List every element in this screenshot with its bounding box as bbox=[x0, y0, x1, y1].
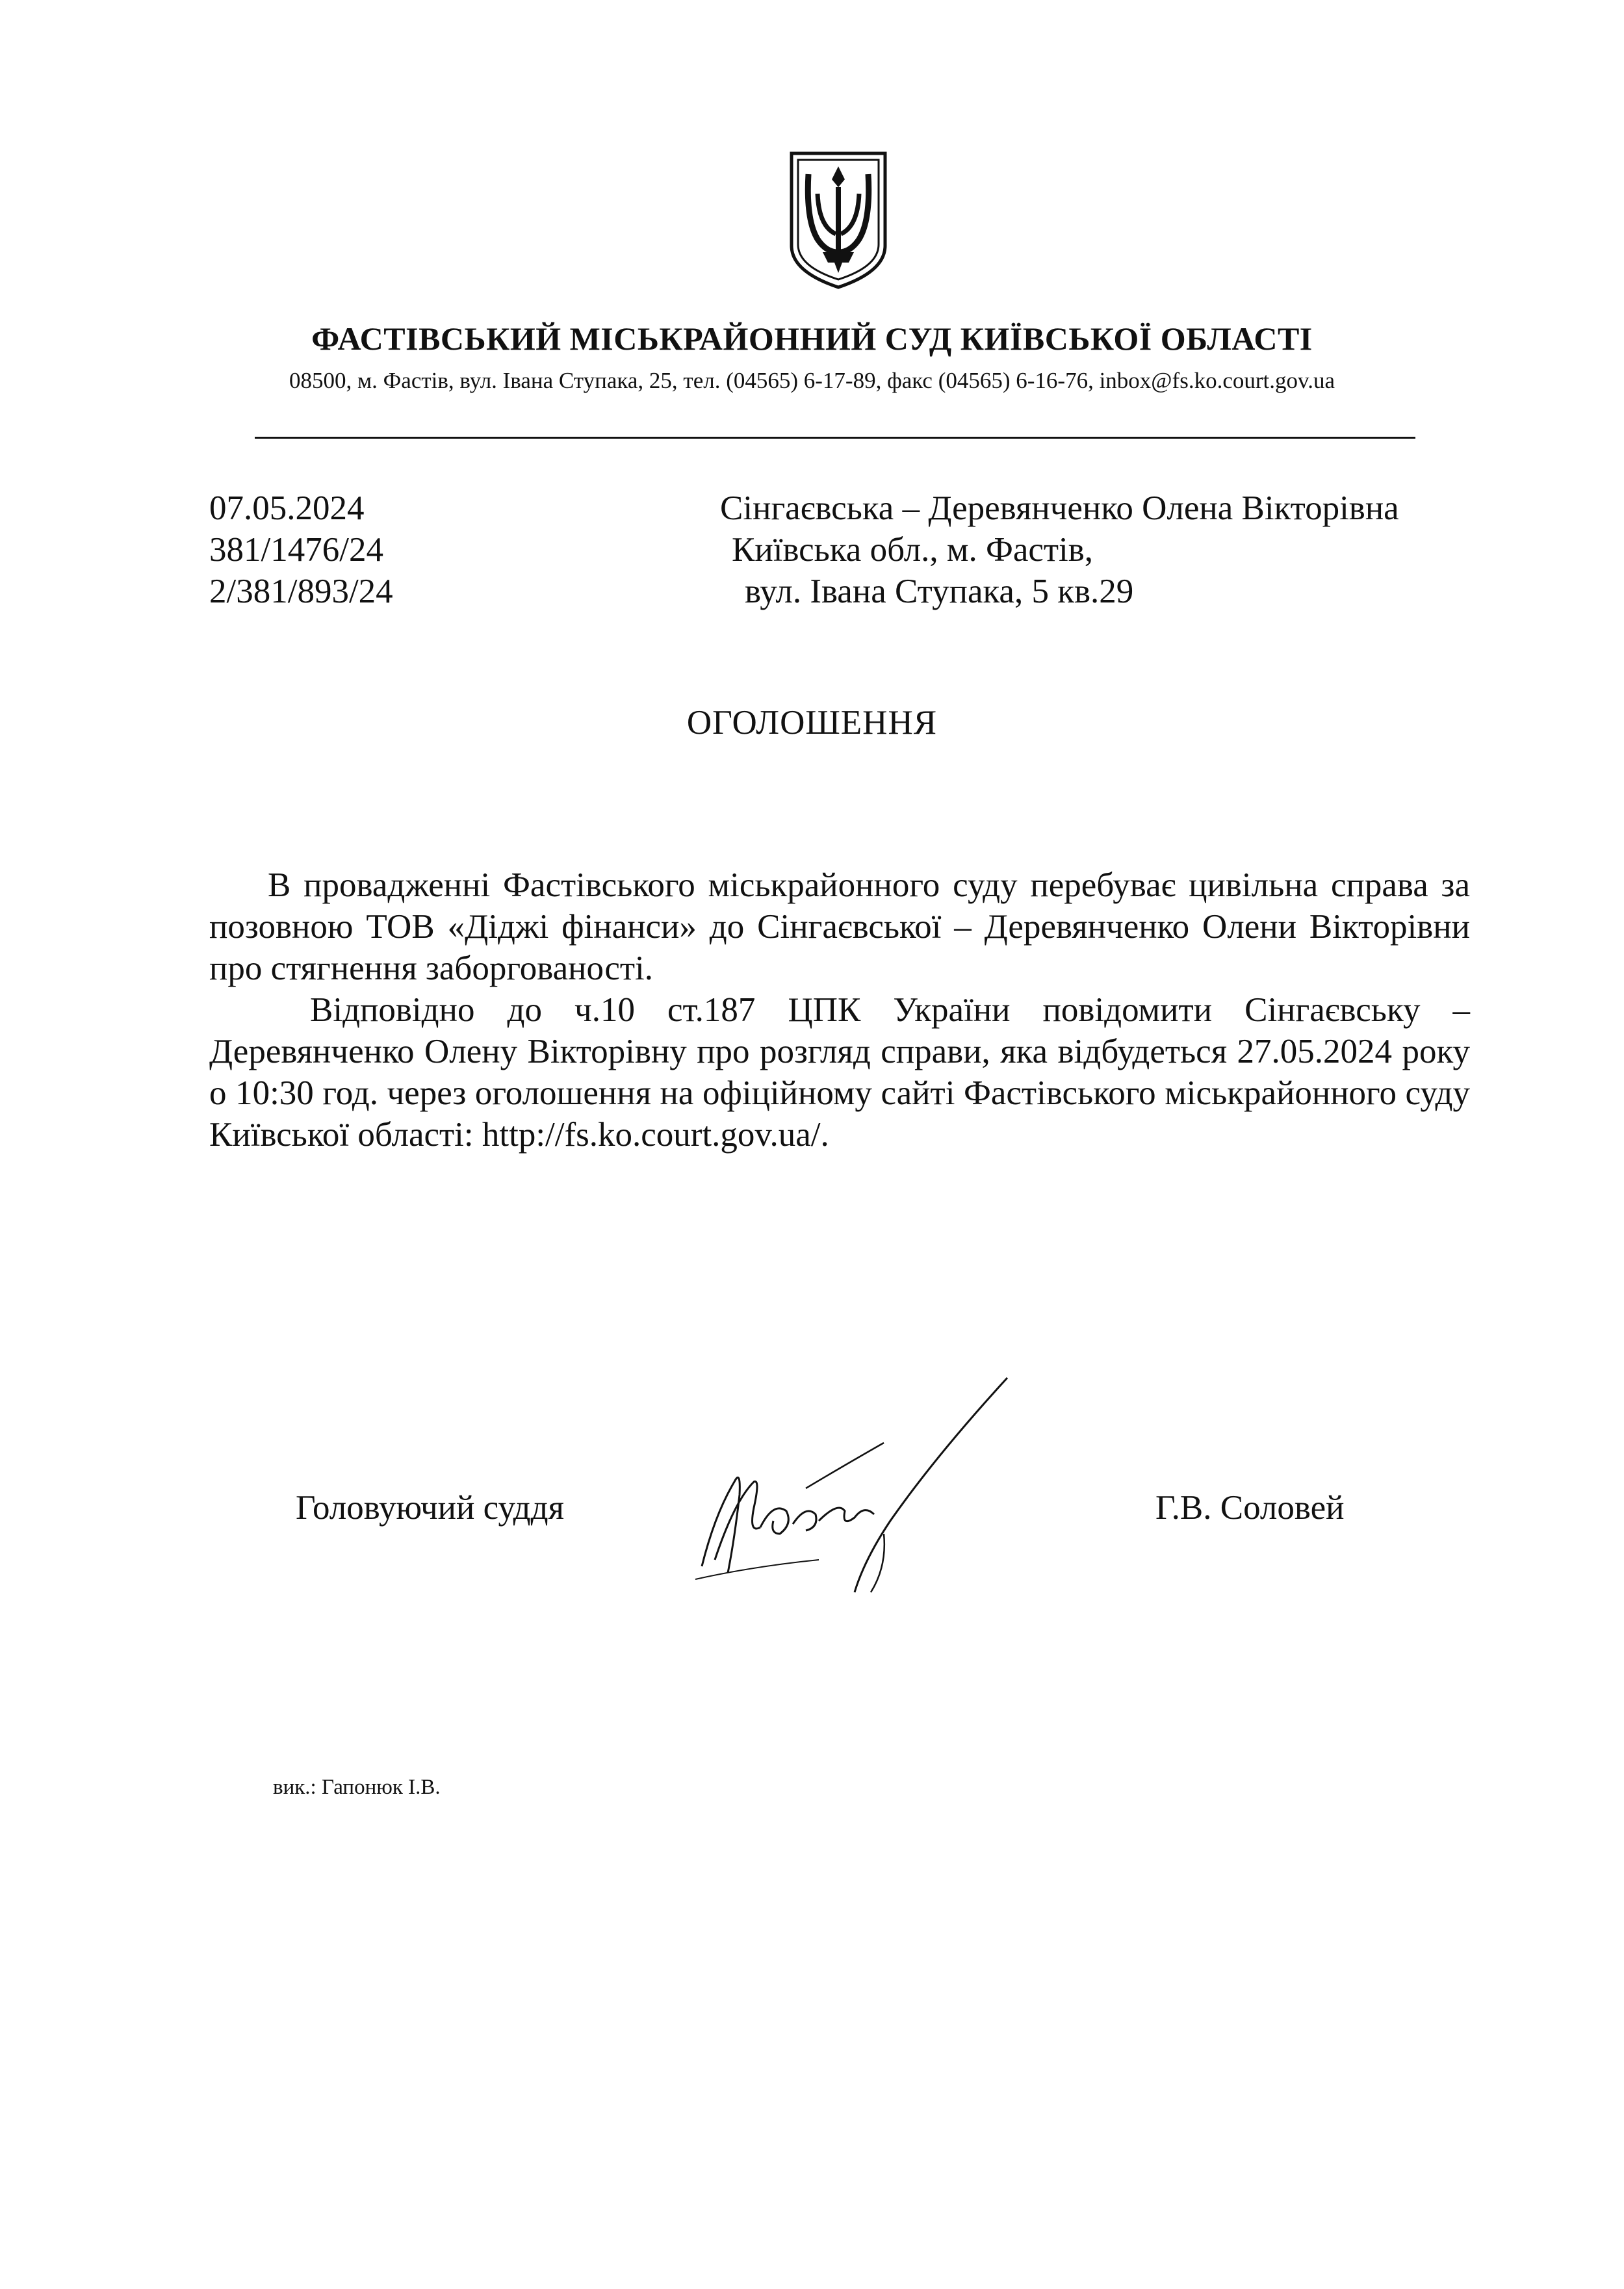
proceeding-number: 2/381/893/24 bbox=[209, 573, 393, 610]
signatory-name: Г.В. Соловей bbox=[1155, 1489, 1345, 1527]
case-number: 381/1476/24 bbox=[209, 531, 383, 569]
document-meta bbox=[209, 487, 393, 612]
document-date: 07.05.2024 bbox=[209, 489, 365, 527]
signatory-role: Головуючий суддя bbox=[296, 1489, 564, 1527]
coat-of-arms-icon bbox=[786, 148, 890, 291]
document-body bbox=[209, 864, 1470, 1156]
court-address: 08500, м. Фастів, вул. Івана Ступака, 25, тел. (04565) 6-17-89, факс (04565) 6-16-76, inbox@fs.ko.court.gov.ua bbox=[289, 368, 1335, 393]
court-name: ФАСТІВСЬКИЙ МІСЬКРАЙОННИЙ СУД КИЇВСЬКОЇ ОБЛАСТІ bbox=[311, 320, 1313, 357]
executor-note: вик.: Гапонюк І.В. bbox=[273, 1776, 441, 1799]
document-title: ОГОЛОШЕННЯ bbox=[686, 704, 938, 742]
body-paragraph-2: Відповідно до ч.10 ст.187 ЦПК України повідомити Сінгаєвську – Деревянченко Олену Вікторівну про розгляд справи, яка відбудеться 27.05.2024 року о 10:30 год. через оголошення на офіційному сайті Фастівського міськрайонного суду Київської області: http://fs.ko.court.gov.ua/. bbox=[209, 991, 1470, 1154]
recipient-street: вул. Івана Ступака, 5 кв.29 bbox=[745, 573, 1134, 610]
header-divider bbox=[255, 437, 1415, 439]
recipient-name: Сінгаєвська – Деревянченко Олена Вікторівна bbox=[720, 489, 1399, 527]
recipient-city: Київська обл., м. Фастів, bbox=[732, 531, 1094, 569]
handwritten-signature bbox=[689, 1371, 1053, 1605]
body-paragraph-1: В провадженні Фастівського міськрайонного суду перебуває цивільна справа за позовною ТОВ «Діджі фінанси» до Сінгаєвської – Деревянченко Олени Вікторівни про стягнення заборгованості. bbox=[209, 866, 1470, 987]
